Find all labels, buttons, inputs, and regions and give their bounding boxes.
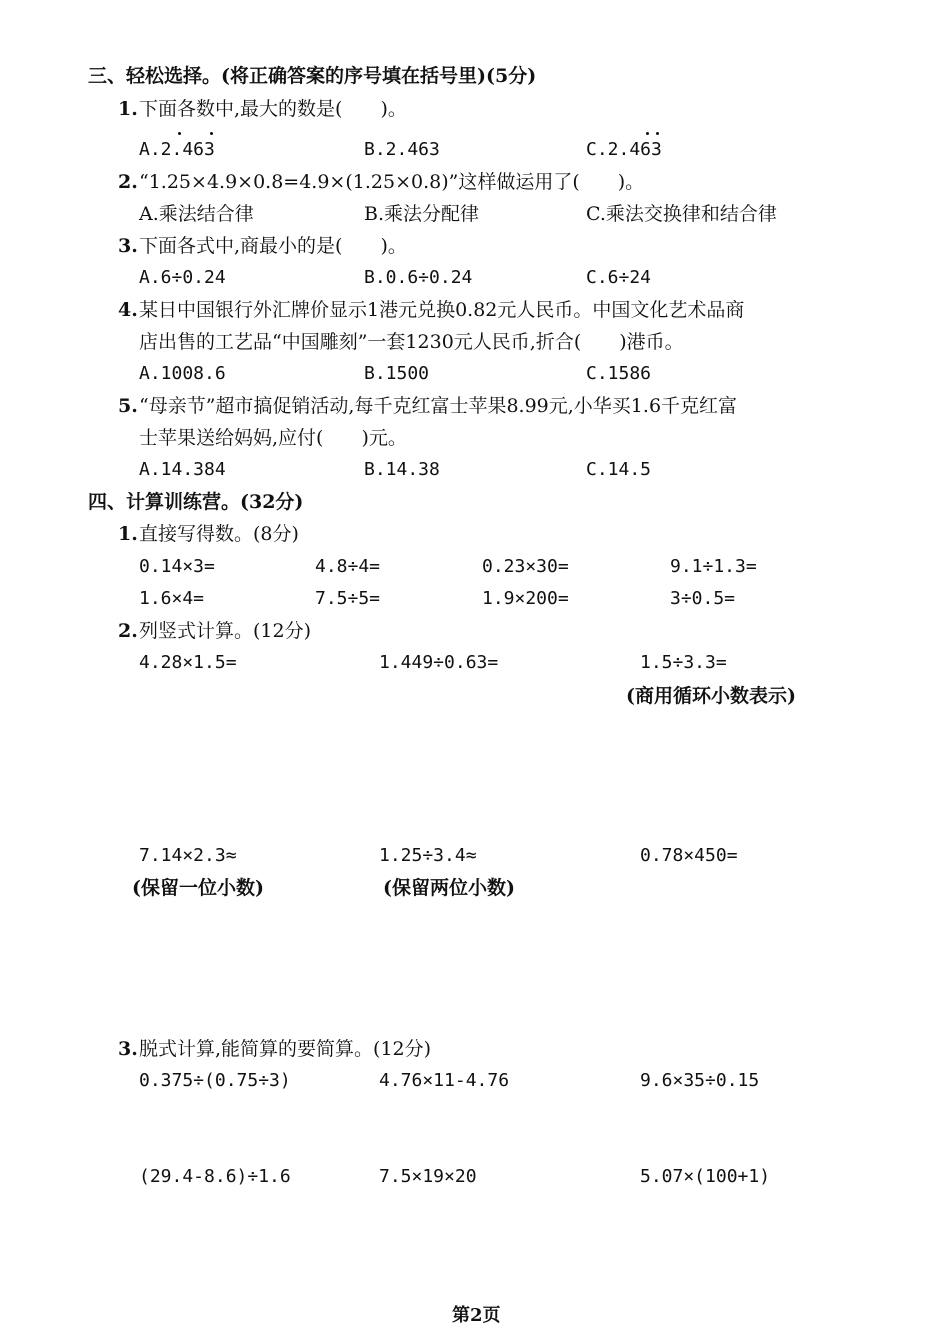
- q1-option-a-label: A.2.463: [139, 139, 215, 160]
- repeat-dot-icon: [646, 132, 649, 135]
- section4-title: 四、计算训练营。(32分): [88, 491, 304, 513]
- page-number: 第2页: [452, 1305, 501, 1326]
- q5-text-line1: “母亲节”超市搞促销活动,每千克红富士苹果8.99元,小华买1.6千克红富: [139, 395, 738, 417]
- q1-option-a[interactable]: [139, 138, 215, 162]
- q5-option-a[interactable]: A.14.384: [139, 459, 226, 480]
- q5-option-c[interactable]: C.14.5: [586, 459, 652, 480]
- p2-number: 2.: [118, 620, 138, 642]
- q1-number: 1.: [118, 98, 138, 120]
- q4-option-b[interactable]: B.1500: [364, 363, 430, 384]
- p1-problem: 4.8÷4=: [315, 556, 381, 577]
- q2-option-c[interactable]: C.乘法交换律和结合律: [586, 203, 777, 225]
- p2-problem: 1.449÷0.63=: [379, 652, 499, 673]
- section3-title: 三、轻松选择。(将正确答案的序号填在括号里)(5分): [88, 65, 537, 87]
- q5-number: 5.: [118, 395, 138, 417]
- q2-option-a[interactable]: A.乘法结合律: [139, 203, 254, 225]
- q2-text: “1.25×4.9×0.8=4.9×(1.25×0.8)”这样做运用了( )。: [139, 171, 645, 193]
- q4-text-line2: 店出售的工艺品“中国雕刻”一套1230元人民币,折合( )港币。: [139, 331, 684, 353]
- q4-option-c[interactable]: C.1586: [586, 363, 652, 384]
- p1-problem: 9.1÷1.3=: [670, 556, 757, 577]
- q1-option-b[interactable]: B.2.463: [364, 139, 440, 160]
- p2-problem: 1.25÷3.4≈: [379, 845, 477, 866]
- q4-text-line1: 某日中国银行外汇牌价显示1港元兑换0.82元人民币。中国文化艺术品商: [139, 299, 745, 321]
- q3-text: 下面各式中,商最小的是( )。: [139, 235, 407, 257]
- p3-number: 3.: [118, 1038, 138, 1060]
- q2-option-b[interactable]: B.乘法分配律: [364, 203, 480, 225]
- q3-option-b[interactable]: B.0.6÷0.24: [364, 267, 473, 288]
- p2-note-repeating-decimal: (商用循环小数表示): [626, 685, 796, 707]
- repeat-dot-icon: [656, 132, 659, 135]
- q3-option-a[interactable]: A.6÷0.24: [139, 267, 226, 288]
- p1-problem: 1.9×200=: [482, 588, 569, 609]
- p3-title: 脱式计算,能简算的要简算。(12分): [139, 1038, 432, 1060]
- p3-problem: 4.76×11-4.76: [379, 1070, 510, 1091]
- q1-text: 下面各数中,最大的数是( )。: [139, 98, 407, 120]
- p3-problem: 0.375÷(0.75÷3): [139, 1070, 291, 1091]
- p3-problem: 7.5×19×20: [379, 1166, 477, 1187]
- p2-note-two-decimals: (保留两位小数): [383, 877, 515, 899]
- p1-problem: 3÷0.5=: [670, 588, 736, 609]
- q4-number: 4.: [118, 299, 138, 321]
- q5-option-b[interactable]: B.14.38: [364, 459, 440, 480]
- q4-option-a[interactable]: A.1008.6: [139, 363, 226, 384]
- repeat-dot-icon: [178, 132, 181, 135]
- p3-problem: 5.07×(100+1): [640, 1166, 771, 1187]
- p3-problem: (29.4-8.6)÷1.6: [139, 1166, 291, 1187]
- p1-number: 1.: [118, 523, 138, 545]
- p2-problem: 4.28×1.5=: [139, 652, 237, 673]
- p2-problem: 0.78×450=: [640, 845, 738, 866]
- p1-problem: 1.6×4=: [139, 588, 205, 609]
- q5-text-line2: 士苹果送给妈妈,应付( )元。: [139, 427, 407, 449]
- p3-problem: 9.6×35÷0.15: [640, 1070, 760, 1091]
- p2-note-one-decimal: (保留一位小数): [132, 877, 264, 899]
- p1-problem: 7.5÷5=: [315, 588, 381, 609]
- p2-problem: 7.14×2.3≈: [139, 845, 237, 866]
- p1-title: 直接写得数。(8分): [139, 523, 299, 545]
- q2-number: 2.: [118, 171, 138, 193]
- p1-problem: 0.14×3=: [139, 556, 215, 577]
- q1-option-c[interactable]: C.2.463: [586, 139, 662, 160]
- p2-title: 列竖式计算。(12分): [139, 620, 312, 642]
- p1-problem: 0.23×30=: [482, 556, 569, 577]
- q3-number: 3.: [118, 235, 138, 257]
- repeat-dot-icon: [210, 132, 213, 135]
- p2-problem: 1.5÷3.3=: [640, 652, 727, 673]
- q3-option-c[interactable]: C.6÷24: [586, 267, 652, 288]
